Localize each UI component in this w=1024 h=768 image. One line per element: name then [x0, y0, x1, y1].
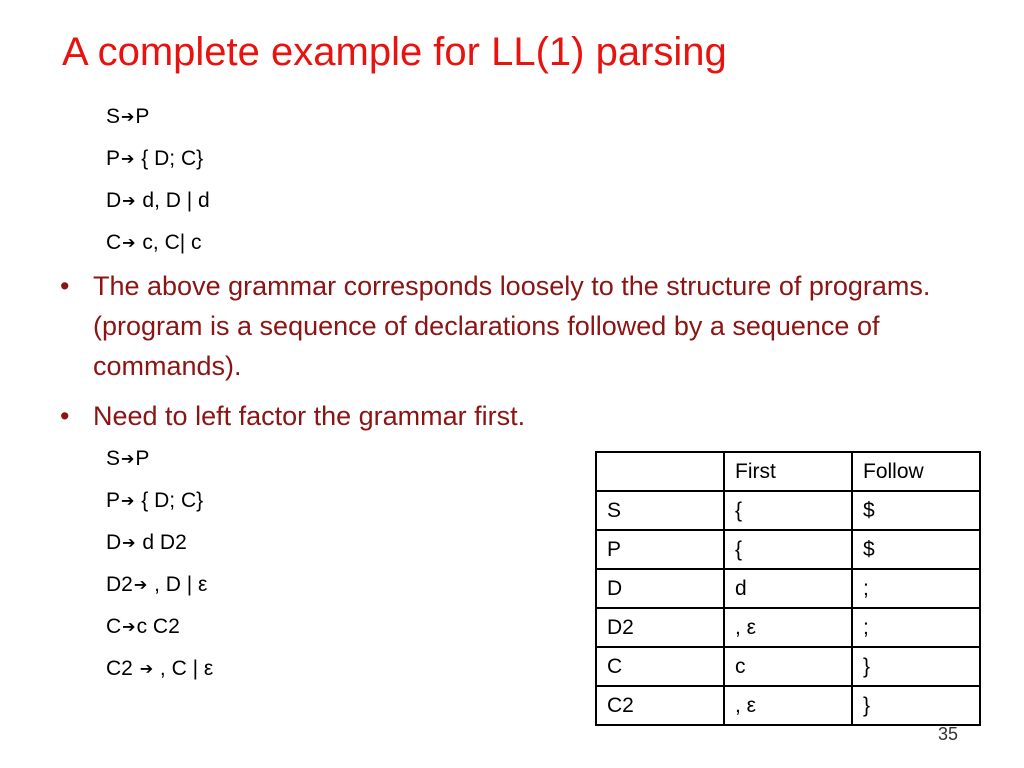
- arrow-icon: ➔: [121, 151, 135, 168]
- bullet-item: [60, 396, 995, 436]
- table-cell: P: [596, 530, 724, 569]
- table-cell: D: [596, 569, 724, 608]
- bullet-list: [60, 396, 995, 436]
- table-row: [596, 608, 980, 647]
- arrow-icon: ➔: [122, 619, 136, 636]
- table-cell: c: [724, 647, 852, 686]
- grammar-rule: [106, 522, 213, 564]
- table-cell: $: [852, 491, 980, 530]
- arrow-icon: ➔: [121, 493, 135, 510]
- table-cell: ;: [852, 608, 980, 647]
- bullet-list: [60, 266, 995, 386]
- table-row: [596, 647, 980, 686]
- grammar-rule: [106, 438, 213, 480]
- grammar-rule: [106, 180, 210, 222]
- rule-rhs: , D | ε: [148, 573, 208, 596]
- slide-title: A complete example for LL(1) parsing: [62, 30, 727, 74]
- arrow-icon: ➔: [122, 193, 136, 210]
- rule-lhs: C: [106, 231, 122, 254]
- table-row: [596, 569, 980, 608]
- rule-lhs: P: [106, 489, 121, 512]
- grammar-rule: [106, 564, 213, 606]
- table-header-cell: Follow: [852, 452, 980, 491]
- bullet-marker: •: [60, 401, 70, 431]
- table-cell: ;: [852, 569, 980, 608]
- grammar-rule: [106, 222, 210, 264]
- grammar-rule: [106, 606, 213, 648]
- table-header-row: [596, 452, 980, 491]
- rule-rhs: d D2: [136, 531, 187, 554]
- rule-lhs: C2: [106, 657, 139, 680]
- table-cell: C2: [596, 686, 724, 725]
- table-cell: d: [724, 569, 852, 608]
- rule-lhs: S: [106, 105, 121, 128]
- rule-rhs: { D; C}: [135, 147, 204, 170]
- grammar-rule: [106, 96, 210, 138]
- rule-rhs: P: [135, 105, 150, 128]
- arrow-icon: ➔: [122, 535, 136, 552]
- arrow-icon: ➔: [139, 661, 154, 678]
- page-number: 35: [938, 724, 959, 744]
- arrow-icon: ➔: [122, 235, 136, 252]
- table-cell: , ε: [724, 686, 852, 725]
- original-grammar: [106, 96, 210, 264]
- table-cell: }: [852, 647, 980, 686]
- rule-rhs: , C | ε: [154, 657, 214, 680]
- bullet-text: The above grammar corresponds loosely to the structure of programs. (program is a sequence of declarations followed by a sequence of commands).: [93, 271, 931, 381]
- table-cell: }: [852, 686, 980, 725]
- arrow-icon: ➔: [121, 451, 135, 468]
- bullet-marker: •: [60, 271, 70, 301]
- rule-lhs: D: [106, 531, 122, 554]
- rule-lhs: C: [106, 615, 122, 638]
- table-cell: , ε: [724, 608, 852, 647]
- table-row: [596, 686, 980, 725]
- rule-lhs: D: [106, 189, 122, 212]
- rule-lhs: P: [106, 147, 121, 170]
- bullet-item: [60, 266, 995, 386]
- arrow-icon: ➔: [121, 109, 135, 126]
- table-header-cell: [596, 452, 724, 491]
- rule-rhs: c, C| c: [136, 231, 202, 254]
- rule-rhs: P: [135, 447, 150, 470]
- table-row: [596, 491, 980, 530]
- grammar-rule: [106, 648, 213, 690]
- table-cell: {: [724, 530, 852, 569]
- rule-rhs: { D; C}: [135, 489, 204, 512]
- table-cell: {: [724, 491, 852, 530]
- rule-rhs: c C2: [136, 615, 180, 638]
- table-cell: D2: [596, 608, 724, 647]
- rule-rhs: d, D | d: [136, 189, 210, 212]
- grammar-rule: [106, 138, 210, 180]
- table-row: [596, 530, 980, 569]
- rule-lhs: S: [106, 447, 121, 470]
- table-cell: C: [596, 647, 724, 686]
- rule-lhs: D2: [106, 573, 133, 596]
- table-header-cell: First: [724, 452, 852, 491]
- table-cell: S: [596, 491, 724, 530]
- table-cell: $: [852, 530, 980, 569]
- factored-grammar: [106, 438, 213, 690]
- grammar-rule: [106, 480, 213, 522]
- first-follow-table: [595, 451, 981, 726]
- bullet-text: Need to left factor the grammar first.: [93, 401, 526, 431]
- arrow-icon: ➔: [133, 577, 148, 594]
